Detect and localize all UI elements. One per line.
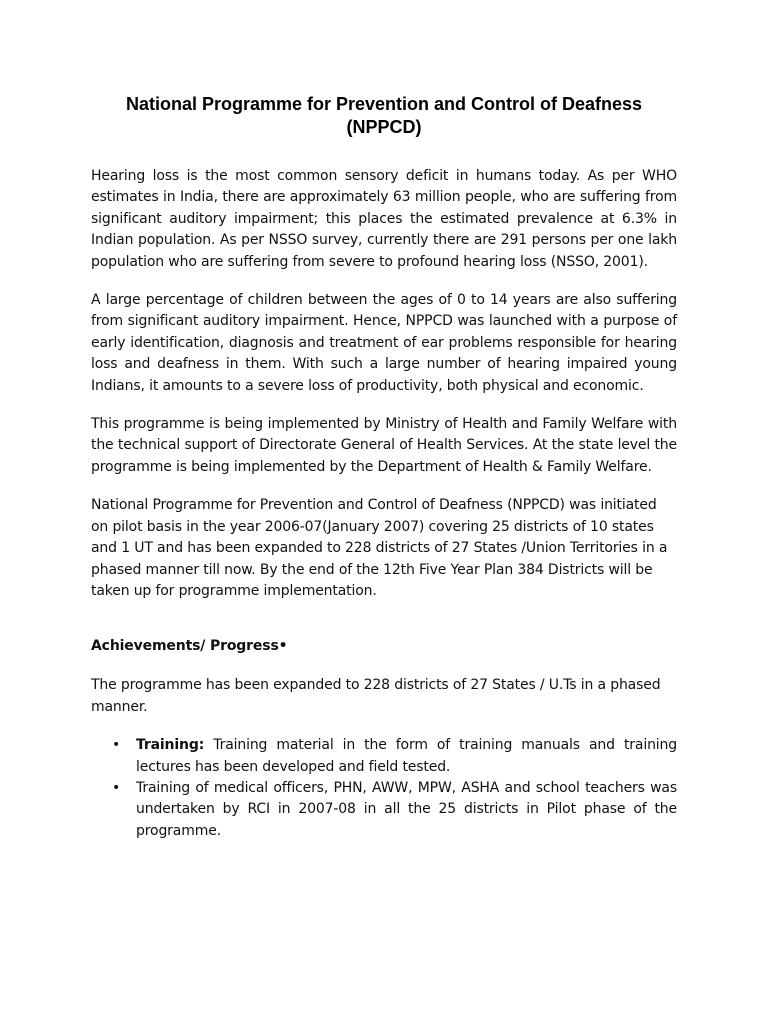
title-line-2: (NPPCD) [346,117,422,137]
title-line-1: National Programme for Prevention and Control of Deafness [125,94,643,114]
paragraph-hearing-loss: Hearing loss is the most common sensory deficit in humans today. As per WHO estimates in India, there are approximately 63 million people, who are suffering from significant auditory impairment; this places the estimated prevalence at 6.3% in Indian population. As per NSSO survey, currently there are 291 persons per one lakh population who are suffering from severe to profound hearing loss (NSSO, 2001). [91,168,677,270]
achievements-list [91,735,677,842]
list-item [91,778,677,842]
document-page [91,93,677,842]
paragraph-implementation: This programme is being implemented by Ministry of Health and Family Welfare with the technical support of Directorate General of Health Services. At the state level the programme is being implemented by the Department of Health & Family Welfare. [91,416,677,475]
bullet-icon: • [112,737,121,754]
achievements-intro: The programme has been expanded to 228 districts of 27 States / U.Ts in a phased manner. [91,677,661,715]
bullet-text: Training material in the form of training manuals and training lectures has been developed and field tested. [136,737,677,775]
paragraph-pilot: National Programme for Prevention and Control of Deafness (NPPCD) was initiated on pilot basis in the year 2006-07(January 2007) covering 25 districts of 10 states and 1 UT and has been expanded to 228 districts of 27 States /Union Territories in a phased manner till now. By the end of the 12th Five Year Plan 384 Districts will be taken up for programme implementation. [91,497,668,599]
document-title [91,93,677,139]
bullet-text: Training of medical officers, PHN, AWW, MPW, ASHA and school teachers was undertaken by RCI in 2007-08 in all the 25 districts in Pilot phase of the programme. [136,779,677,839]
list-item [91,735,677,778]
achievements-heading: Achievements/ Progress• [91,638,288,655]
bullet-lead: Training: [136,737,205,754]
paragraph-children: A large percentage of children between the ages of 0 to 14 years are also suffering from significant auditory impairment. Hence, NPPCD was launched with a purpose of early identification, diagnosis and treatment of ear problems responsible for hearing loss and deafness in them. With such a large number of hearing impaired young Indians, it amounts to a severe loss of productivity, both physical and economic. [91,292,677,394]
bullet-icon: • [112,779,121,796]
